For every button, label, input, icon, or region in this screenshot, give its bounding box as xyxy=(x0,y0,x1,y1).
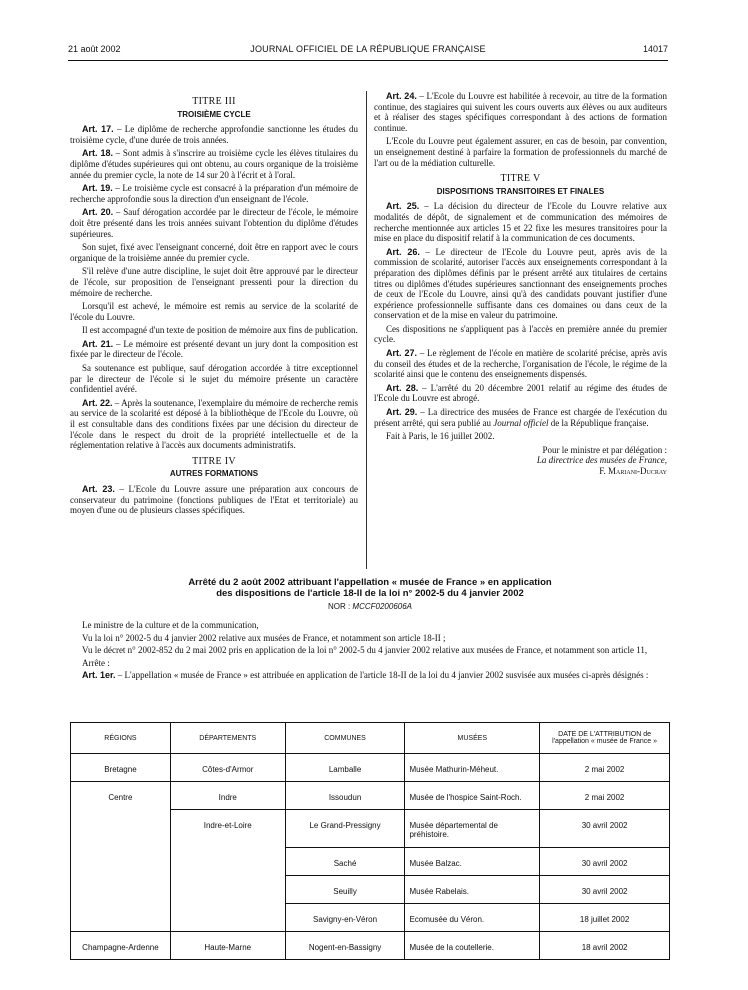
date-cell: 30 avril 2002 xyxy=(540,848,670,876)
titre-5-heading: TITRE V xyxy=(500,173,541,185)
date-cell: 2 mai 2002 xyxy=(540,754,670,782)
table-row xyxy=(71,876,670,904)
table-row xyxy=(71,810,670,848)
museum-cell: Musée de la coutellerie. xyxy=(405,932,540,960)
header-date: 21 août 2002 xyxy=(68,44,121,54)
region-cell xyxy=(71,904,171,932)
article-24-paragraph: L'Ecole du Louvre peut également assurer, en cas de besoin, par convention, un enseignement destiné à parfaire la formation de professionnels du marché de l'art ou de la médiation culturelle. xyxy=(374,136,667,168)
date-cell: 30 avril 2002 xyxy=(540,876,670,904)
column-header: COMMUNES xyxy=(285,723,405,754)
nor-reference: NOR : MCCF0200606A xyxy=(327,602,413,611)
article-17: Art. 17. – Le diplôme de recherche approfondie sanctionne les études du troisième cycle, d'une durée de trois années. xyxy=(70,124,358,145)
article-20-paragraph: S'il relève d'une autre discipline, le sujet doit être approuvé par le directeur de l'école, sur proposition de l'enseignant pressenti pour la direction du mémoire de recherche. xyxy=(70,266,358,298)
table-row xyxy=(71,904,670,932)
table-row xyxy=(71,782,670,810)
region-cell: Champagne-Ardenne xyxy=(71,932,171,960)
region-cell: Bretagne xyxy=(71,754,171,782)
department-cell: Indre xyxy=(170,782,285,810)
journal-title: JOURNAL OFFICIEL DE LA RÉPUBLIQUE FRANÇAISE xyxy=(250,44,486,54)
commune-cell: Saché xyxy=(285,848,405,876)
table-header-row xyxy=(71,723,670,754)
table-row xyxy=(71,848,670,876)
signatory-name: F. Mariani-Ducray xyxy=(599,466,667,476)
article-17-label: Art. 17. xyxy=(82,124,114,135)
department-cell: Haute-Marne xyxy=(170,932,285,960)
left-column xyxy=(70,91,358,519)
museum-cell: Musée Rabelais. xyxy=(405,876,540,904)
date-cell: 18 avril 2002 xyxy=(540,932,670,960)
titre-3-heading: TITRE III xyxy=(192,96,236,107)
arrete-paragraph: Arrête : xyxy=(82,657,110,668)
article-20-label: Art. 20. xyxy=(82,207,114,218)
commune-cell: Le Grand-Pressigny xyxy=(285,810,405,848)
article-23: Art. 23. – L'Ecole du Louvre assure une préparation aux concours de conservateur du patrimoine (fonctions publiques de l'Etat et territoriale) au moyen d'une ou de plusieurs classes spécifiques. xyxy=(70,484,358,516)
article-23-label: Art. 23. xyxy=(82,484,115,494)
column-header: DÉPARTEMENTS xyxy=(170,723,285,754)
museum-cell: Musée Balzac. xyxy=(405,848,540,876)
column-header: RÉGIONS xyxy=(71,723,171,754)
department-cell: Côtes-d'Armor xyxy=(170,754,285,782)
commune-cell: Seuilly xyxy=(285,876,405,904)
article-20-paragraph: Son sujet, fixé avec l'enseignant concerné, doit être en rapport avec le cours organique de la troisième année du premier cycle. xyxy=(70,242,358,263)
page-header xyxy=(68,44,668,58)
museum-cell: Musée de l'hospice Saint-Roch. xyxy=(405,782,540,810)
region-cell xyxy=(71,848,171,876)
article-24-label: Art. 24. xyxy=(386,91,417,101)
arrete-title: Arrêté du 2 août 2002 attribuant l'appellation « musée de France » en application des dispositions de l'article 18-II de la loi n° 2002-5 du 4 janvier 2002 xyxy=(188,577,552,599)
column-header: MUSÉES xyxy=(405,723,540,754)
commune-cell: Lamballe xyxy=(285,754,405,782)
department-cell: Indre-et-Loire xyxy=(170,810,285,848)
museum-cell: Musée départemental de préhistoire. xyxy=(405,810,540,848)
commune-cell: Nogent-en-Bassigny xyxy=(285,932,405,960)
department-cell xyxy=(170,848,285,876)
museum-cell: Musée Mathurin-Méheut. xyxy=(405,754,540,782)
article-28-label: Art. 28. xyxy=(386,382,419,393)
article-20-paragraph: Lorsqu'il est achevé, le mémoire est remis au service de la scolarité de l'école du Louvre. xyxy=(70,301,358,322)
article-22: Art. 22. – Après la soutenance, l'exemplaire du mémoire de recherche remis au service de la scolarité est déposé à la bibliothèque de l'Ecole du Louvre, où il est consultable dans des conditions fixées par une décision du directeur de l'école dans le respect du droit de la propriété intellectuelle et de la réglementation relative à l'accès aux documents administratifs. xyxy=(70,397,358,451)
museum-cell: Ecomusée du Véron. xyxy=(405,904,540,932)
article-1: Art. 1er. – L'appellation « musée de France » est attribuée en application de l'article 18-II de la loi du 4 janvier 2002 susvisée aux musées ci-après désignés : xyxy=(82,670,649,681)
commune-cell: Issoudun xyxy=(285,782,405,810)
page-number: 14017 xyxy=(642,44,668,54)
article-28: Art. 28. – L'arrêté du 20 décembre 2001 relatif au régime des études de l'Ecole du Louvre est abrogé. xyxy=(374,382,667,404)
header-rule xyxy=(68,60,668,61)
table-row xyxy=(71,754,670,782)
article-21: Art. 21. – Le mémoire est présenté devant un jury dont la composition est fixée par le directeur de l'école. xyxy=(70,338,358,360)
article-20: Art. 20. – Sauf dérogation accordée par le directeur de l'école, le mémoire doit être présenté dans les trois années suivant l'obtention du diplôme d'études supérieures. xyxy=(70,207,358,239)
article-26-paragraph: Ces dispositions ne s'appliquent pas à l'accès en première année du premier cycle. xyxy=(374,323,667,345)
article-29: Art. 29. – La directrice des musées de France est chargée de l'exécution du présent arrêté, qui sera publié au Journal officiel de la République française. xyxy=(374,407,668,428)
column-header: DATE DE L'ATTRIBUTION de l'appellation « musée de France » xyxy=(540,723,670,754)
article-19-label: Art. 19. xyxy=(82,183,113,194)
article-21-label: Art. 21. xyxy=(82,338,114,349)
arrete-paragraph: Le ministre de la culture et de la communication, xyxy=(82,620,259,630)
date-cell: 18 juillet 2002 xyxy=(540,904,670,932)
department-cell xyxy=(170,876,285,904)
article-27-label: Art. 27. xyxy=(386,348,417,359)
titre-4-heading: TITRE IV xyxy=(192,455,236,467)
article-25-label: Art. 25. xyxy=(386,201,420,212)
article-21-paragraph: Sa soutenance est publique, sauf dérogation accordée à titre exceptionnel par le directeur de l'école si le sujet du mémoire présente un caractère confidentiel avéré. xyxy=(70,363,358,395)
table-row xyxy=(71,932,670,960)
region-cell xyxy=(71,810,171,848)
date-cell: 30 avril 2002 xyxy=(540,810,670,848)
article-20-paragraph: Il est accompagné d'un texte de position de mémoire aux fins de publication. xyxy=(82,325,358,336)
signature-line: La directrice des musées de France, xyxy=(536,455,667,466)
article-26-label: Art. 26. xyxy=(386,246,420,257)
article-24: Art. 24. – L'Ecole du Louvre est habilitée à recevoir, au titre de la formation continue, des stagiaires qui suivent les cours ouverts aux élèves ou aux auditeurs et à réaliser des stages spécifiques correspondant à des actions de formation continue. xyxy=(374,91,667,133)
commune-cell: Savigny-en-Véron xyxy=(285,904,405,932)
arrete-paragraph: Vu le décret n° 2002-852 du 2 mai 2002 pris en application de la loi n° 2002-5 du 4 janvier 2002 relative aux musées de France, et notamment son article 11, xyxy=(82,645,648,656)
article-25: Art. 25. – La décision du directeur de l'Ecole du Louvre relative aux modalités de dépôt, de signalement et de communication des mémoires de recherche mentionnée aux articles 15 et 22 fixe les mesures transitoires pour la mise en place du dispositif relatif à la communication de ces documents. xyxy=(374,201,667,244)
date-cell: 2 mai 2002 xyxy=(540,782,670,810)
region-cell xyxy=(71,876,171,904)
department-cell xyxy=(170,904,285,932)
article-1-label: Art. 1er. xyxy=(82,670,116,681)
titre-5-subheading: DISPOSITIONS TRANSITOIRES ET FINALES xyxy=(436,186,605,196)
article-22-label: Art. 22. xyxy=(82,397,113,408)
titre-4-subheading: AUTRES FORMATIONS xyxy=(169,469,259,479)
region-cell: Centre xyxy=(71,782,171,810)
signature-date: Fait à Paris, le 16 juillet 2002. xyxy=(386,431,495,442)
article-27: Art. 27. – Le règlement de l'école en matière de scolarité précise, après avis du conseil des études et de la recherche, l'organisation de l'école, le régime de la scolarité ainsi que le contenu des enseignements dispensés. xyxy=(374,348,667,380)
article-18-label: Art. 18. xyxy=(82,148,113,159)
column-separator xyxy=(366,91,367,569)
article-18: Art. 18. – Sont admis à s'inscrire au troisième cycle les élèves titulaires du diplôme d'études supérieures qui ont obtenu, au cours organique de la troisième année du premier cycle, la note de 14 sur 20 à l'écrit et à l'oral. xyxy=(70,148,358,180)
museums-table xyxy=(70,722,670,960)
signature-line: Pour le ministre et par délégation : xyxy=(542,444,667,455)
right-column xyxy=(374,91,667,477)
article-29-label: Art. 29. xyxy=(386,407,418,418)
article-19: Art. 19. – Le troisième cycle est consacré à la préparation d'un mémoire de recherche approfondie sous la direction d'un enseignant de l'école. xyxy=(70,183,358,204)
titre-3-subheading: TROISIÈME CYCLE xyxy=(177,109,251,119)
arrete-paragraph: Vu la loi n° 2002-5 du 4 janvier 2002 relative aux musées de France, et notamment son article 18-II ; xyxy=(82,632,446,643)
arrete-body xyxy=(70,620,670,683)
article-26: Art. 26. – Le directeur de l'Ecole du Louvre peut, après avis de la commission de scolarité, autoriser l'accès aux enseignements correspondant à la préparation des diplômes définis par le présent arrêté aux titulaires de certains titres ou diplômes d'études supérieures sanctionnant des enseignements proches de ceux de l'Ecole du Louvre, ainsi qu'à des candidats pouvant justifier d'une expérience professionnelle suffisante dans ces domaines ou dans ceux de la conservation et de la mise en valeur du patrimoine. xyxy=(374,246,667,321)
